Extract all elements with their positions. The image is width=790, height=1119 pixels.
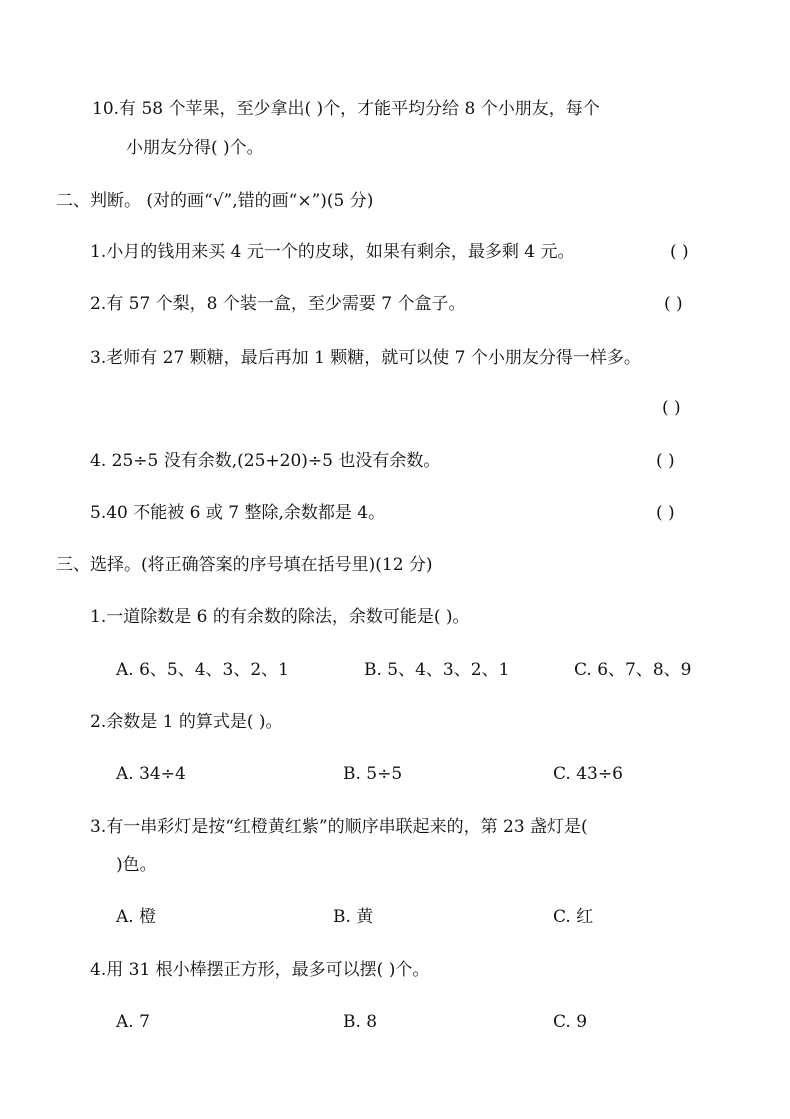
judge-item-4: 4. 25÷5 没有余数,(25+20)÷5 也没有余数。 <box>90 451 441 471</box>
choice-3-option-b[interactable]: B. 黄 <box>333 907 374 927</box>
choice-question-1: 1.一道除数是 6 的有余数的除法，余数可能是( )。 <box>90 607 470 627</box>
judge-answer-4[interactable]: ( ) <box>656 451 675 471</box>
choice-4-option-c[interactable]: C. 9 <box>553 1012 588 1032</box>
choice-2-option-a[interactable]: A. 34÷4 <box>116 764 186 784</box>
judge-answer-2[interactable]: ( ) <box>664 294 683 314</box>
judge-answer-5[interactable]: ( ) <box>656 503 675 523</box>
choice-question-2: 2.余数是 1 的算式是( )。 <box>90 712 283 732</box>
q10-line-1: 10.有 58 个苹果，至少拿出( )个，才能平均分给 8 个小朋友，每个 <box>92 99 600 119</box>
choice-2-option-c[interactable]: C. 43÷6 <box>553 764 623 784</box>
choice-1-option-b[interactable]: B. 5、4、3、2、1 <box>364 660 510 680</box>
choice-1-option-c[interactable]: C. 6、7、8、9 <box>574 660 692 680</box>
choice-question-3: 3.有一串彩灯是按“红橙黄红紫”的顺序串联起来的，第 23 盏灯是( <box>90 817 588 837</box>
choice-question-3-cont: )色。 <box>116 855 157 875</box>
choice-1-option-a[interactable]: A. 6、5、4、3、2、1 <box>116 660 289 680</box>
judge-answer-1[interactable]: ( ) <box>670 242 689 262</box>
q10-line-2: 小朋友分得( )个。 <box>126 138 264 158</box>
choice-3-option-c[interactable]: C. 红 <box>553 907 594 927</box>
choice-2-option-b[interactable]: B. 5÷5 <box>343 764 403 784</box>
judge-answer-3[interactable]: ( ) <box>662 398 681 418</box>
judge-item-3: 3.老师有 27 颗糖，最后再加 1 颗糖，就可以使 7 个小朋友分得一样多。 <box>90 348 641 368</box>
judge-item-2: 2.有 57 个梨，8 个装一盒，至少需要 7 个盒子。 <box>90 294 466 314</box>
section-title-judge: 二、判断。 (对的画“√”,错的画“×”)(5 分) <box>56 191 374 211</box>
judge-item-5: 5.40 不能被 6 或 7 整除,余数都是 4。 <box>90 503 386 523</box>
judge-item-1: 1.小月的钱用来买 4 元一个的皮球，如果有剩余，最多剩 4 元。 <box>90 242 575 262</box>
choice-question-4: 4.用 31 根小棒摆正方形，最多可以摆( )个。 <box>90 960 430 980</box>
choice-4-option-b[interactable]: B. 8 <box>343 1012 378 1032</box>
section-title-choice: 三、选择。(将正确答案的序号填在括号里)(12 分) <box>56 555 433 575</box>
choice-3-option-a[interactable]: A. 橙 <box>116 907 157 927</box>
choice-4-option-a[interactable]: A. 7 <box>116 1012 150 1032</box>
